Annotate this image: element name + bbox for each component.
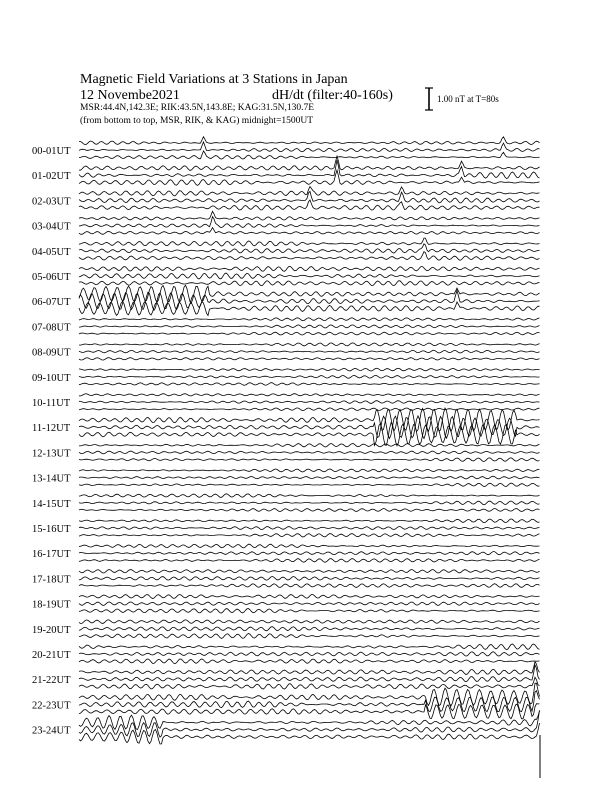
- trace-rik-05-06ut: [79, 273, 540, 279]
- trace-kag-03-04ut: [79, 211, 540, 220]
- trace-rik-20-21ut: [79, 652, 540, 656]
- trace-msr-19-20ut: [79, 634, 540, 639]
- trace-msr-09-10ut: [79, 383, 540, 386]
- row-label-02-03ut: 02-03UT: [32, 196, 71, 208]
- trace-msr-06-07ut: [79, 301, 540, 315]
- trace-msr-16-17ut: [79, 559, 540, 563]
- row-label-14-15ut: 14-15UT: [32, 498, 71, 510]
- row-label-08-09ut: 08-09UT: [32, 347, 71, 359]
- trace-rows: [32, 137, 540, 778]
- trace-rik-12-13ut: [79, 451, 540, 454]
- row-label-15-16ut: 15-16UT: [32, 524, 71, 535]
- trace-msr-23-24ut: [79, 723, 540, 744]
- trace-msr-18-19ut: [79, 609, 540, 614]
- row-label-00-01ut: 00-01UT: [32, 146, 71, 157]
- trace-msr-21-22ut: [79, 677, 540, 689]
- trace-msr-05-06ut: [79, 281, 540, 286]
- row-label-12-13ut: 12-13UT: [32, 448, 71, 460]
- trace-msr-01-02ut: [79, 170, 540, 185]
- trace-rik-07-08ut: [79, 325, 540, 328]
- trace-msr-15-16ut: [79, 534, 540, 537]
- trace-kag-17-18ut: [79, 570, 540, 574]
- trace-rik-21-22ut: [79, 665, 540, 682]
- trace-kag-13-14ut: [79, 469, 540, 472]
- trace-kag-08-09ut: [79, 343, 540, 346]
- row-label-01-02ut: 01-02UT: [32, 171, 71, 183]
- row-label-23-24ut: 23-24UT: [32, 725, 71, 737]
- trace-msr-13-14ut: [79, 483, 540, 486]
- trace-msr-07-08ut: [79, 332, 540, 335]
- trace-kag-19-20ut: [79, 620, 540, 624]
- row-label-03-04ut: 03-04UT: [32, 221, 71, 233]
- trace-kag-06-07ut: [79, 285, 540, 302]
- trace-msr-14-15ut: [79, 509, 540, 512]
- station-order-note: (from bottom to top, MSR, RIK, & KAG) midnight=1500UT: [80, 116, 314, 126]
- trace-rik-22-23ut: [79, 691, 540, 712]
- trace-kag-04-05ut: [79, 238, 540, 246]
- trace-rik-14-15ut: [79, 501, 540, 505]
- trace-kag-22-23ut: [79, 683, 540, 706]
- trace-kag-23-24ut: [79, 711, 540, 730]
- trace-rik-23-24ut: [79, 710, 540, 737]
- trace-msr-08-09ut: [79, 358, 540, 361]
- row-label-21-22ut: 21-22UT: [32, 675, 71, 687]
- scale-bar-label: 1.00 nT at T=80s: [437, 94, 499, 104]
- trace-kag-00-01ut: [79, 137, 540, 145]
- trace-kag-02-03ut: [79, 187, 540, 196]
- row-label-22-23ut: 22-23UT: [32, 700, 71, 712]
- row-label-20-21ut: 20-21UT: [32, 650, 71, 661]
- filter-label: dH/dt (filter:40-160s): [272, 88, 393, 103]
- trace-msr-22-23ut: [79, 704, 540, 719]
- row-label-18-19ut: 18-19UT: [32, 599, 71, 611]
- row-label-09-10ut: 09-10UT: [32, 372, 71, 384]
- trace-rik-09-10ut: [79, 375, 540, 378]
- row-label-13-14ut: 13-14UT: [32, 473, 71, 485]
- trace-rik-18-19ut: [79, 602, 540, 606]
- trace-kag-10-11ut: [79, 394, 540, 396]
- trace-msr-12-13ut: [79, 458, 540, 462]
- station-coordinates: MSR:44.4N,142.3E; RIK:43.5N,143.8E; KAG:31.5N,130.7E: [80, 103, 315, 113]
- trace-rik-16-17ut: [79, 552, 540, 555]
- trace-rik-13-14ut: [79, 476, 540, 479]
- trace-msr-20-21ut: [79, 659, 540, 664]
- trace-kag-01-02ut: [79, 156, 540, 170]
- trace-rik-08-09ut: [79, 350, 540, 353]
- trace-kag-09-10ut: [79, 368, 540, 371]
- trace-kag-20-21ut: [79, 644, 540, 650]
- trace-kag-14-15ut: [79, 494, 540, 498]
- row-label-05-06ut: 05-06UT: [32, 272, 71, 283]
- row-label-07-08ut: 07-08UT: [32, 322, 71, 334]
- trace-rik-10-11ut: [79, 401, 540, 404]
- trace-msr-17-18ut: [79, 584, 540, 588]
- trace-rik-06-07ut: [79, 291, 540, 311]
- trace-rik-04-05ut: [79, 244, 540, 253]
- trace-msr-04-05ut: [79, 252, 540, 261]
- trace-kag-05-06ut: [79, 266, 540, 271]
- trace-kag-12-13ut: [79, 444, 540, 448]
- chart-date: 12 Novembe2021: [80, 88, 180, 103]
- trace-msr-10-11ut: [79, 408, 540, 411]
- trace-kag-15-16ut: [79, 519, 540, 523]
- trace-msr-03-04ut: [79, 228, 540, 235]
- row-label-11-12ut: 11-12UT: [32, 423, 71, 435]
- trace-kag-07-08ut: [79, 318, 540, 321]
- trace-msr-00-01ut: [79, 151, 540, 159]
- trace-kag-16-17ut: [79, 544, 540, 548]
- trace-kag-21-22ut: [79, 662, 540, 675]
- chart-title: Magnetic Field Variations at 3 Stations in Japan: [80, 72, 348, 87]
- row-label-17-18ut: 17-18UT: [32, 574, 71, 586]
- trace-rik-15-16ut: [79, 527, 540, 530]
- trace-rik-19-20ut: [79, 627, 540, 631]
- row-label-16-17ut: 16-17UT: [32, 549, 71, 561]
- row-label-10-11ut: 10-11UT: [32, 398, 71, 409]
- row-label-04-05ut: 04-05UT: [32, 246, 71, 258]
- trace-kag-18-19ut: [79, 595, 540, 599]
- row-label-06-07ut: 06-07UT: [32, 297, 71, 309]
- trace-rik-17-18ut: [79, 577, 540, 581]
- row-label-19-20ut: 19-20UT: [32, 624, 71, 636]
